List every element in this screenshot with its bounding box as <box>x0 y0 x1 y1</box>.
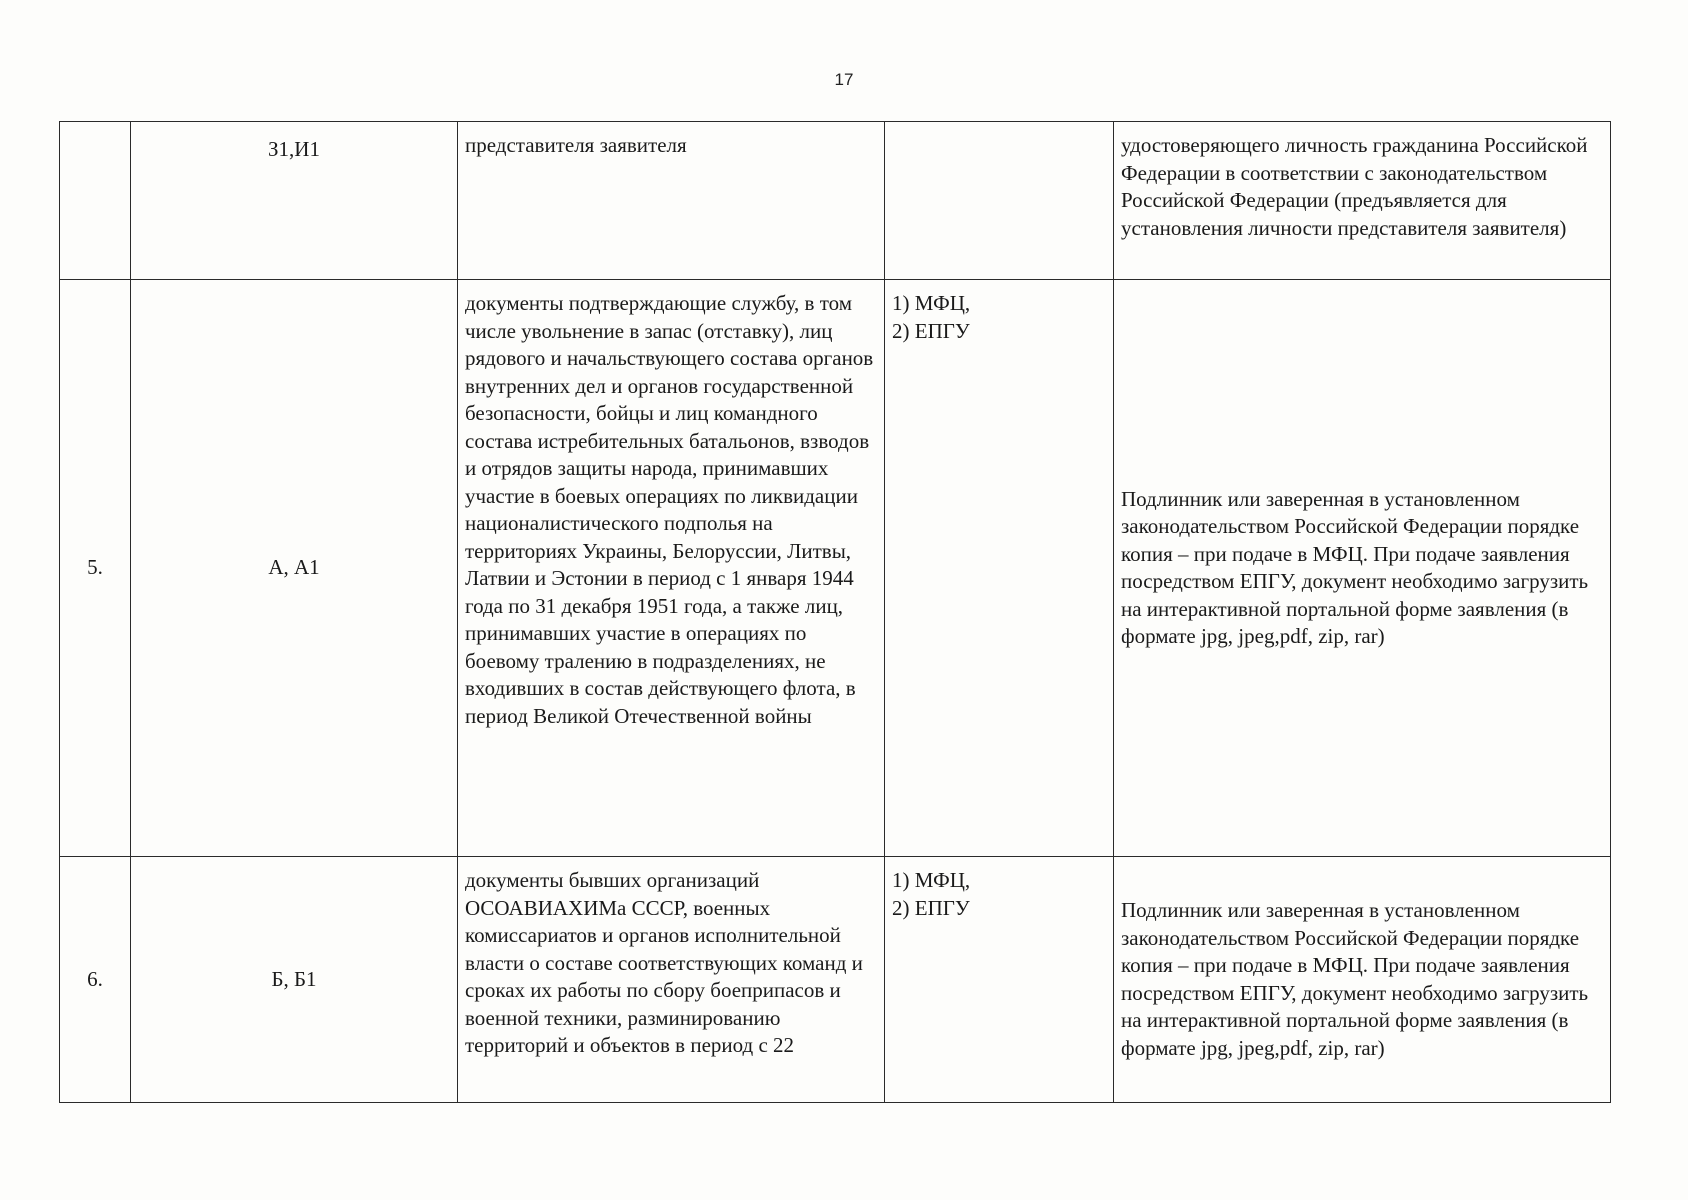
row-number-cell <box>60 122 131 280</box>
documents-table <box>59 121 1611 1103</box>
document-name-cell: документы бывших организаций ОСОАВИАХИМа СССР, военных комиссариатов и органов исполнительной власти о составе соответствующих команд и сроках их работы по сбору боеприпасов и военной техники, разминированию территорий и объектов в период с 22 <box>458 857 885 1103</box>
applicant-category-cell: З1,И1 <box>131 122 458 280</box>
document-requirements-cell: Подлинник или заверенная в установленном законодательством Российской Федерации порядке копия – при подаче в МФЦ. При подаче заявления посредством ЕПГУ, документ необходимо загрузить на интерактивной портальной форме заявления (в формате jpg, jpeg,pdf, zip, rar) <box>1114 857 1611 1103</box>
channel-epgu: 2) ЕПГУ <box>892 895 970 920</box>
row-number-cell: 6. <box>60 857 131 1103</box>
applicant-category-cell: Б, Б1 <box>131 857 458 1103</box>
table-row <box>60 122 1611 280</box>
document-requirements-cell: удостоверяющего личность гражданина Российской Федерации в соответствии с законодательством Российской Федерации (предъявляется для установления личности представителя заявителя) <box>1114 122 1611 280</box>
table-row <box>60 280 1611 857</box>
page-number: 17 <box>834 70 854 89</box>
table-row <box>60 857 1611 1103</box>
channel-epgu: 2) ЕПГУ <box>892 318 970 343</box>
document-requirements-cell: Подлинник или заверенная в установленном законодательством Российской Федерации порядке копия – при подаче в МФЦ. При подаче заявления посредством ЕПГУ, документ необходимо загрузить на интерактивной портальной форме заявления (в формате jpg, jpeg,pdf, zip, rar) <box>1114 280 1611 857</box>
submission-channel-cell <box>885 122 1114 280</box>
row-number-cell: 5. <box>60 280 131 857</box>
applicant-category-cell: А, А1 <box>131 280 458 857</box>
submission-channel-cell <box>885 857 1114 1103</box>
channel-mfc: 1) МФЦ, <box>892 868 971 892</box>
submission-channel-cell <box>885 280 1114 857</box>
channel-mfc: 1) МФЦ, <box>892 291 971 315</box>
document-name-cell: представителя заявителя <box>458 122 885 280</box>
document-name-cell: документы подтверждающие службу, в том числе увольнение в запас (отставку), лиц рядового и начальствующего состава органов внутренних дел и органов государственной безопасности, бойцы и лиц командного состава истребительных батальонов, взводов и отрядов защиты народа, принимавших участие в боевых операциях по ликвидации националистического подполья на территориях Украины, Белоруссии, Литвы, Латвии и Эстонии в период с 1 января 1944 года по 31 декабря 1951 года, а также лиц, принимавших участие в операциях по боевому тралению в подразделениях, не входивших в состав действующего флота, в период Великой Отечественной войны <box>458 280 885 857</box>
